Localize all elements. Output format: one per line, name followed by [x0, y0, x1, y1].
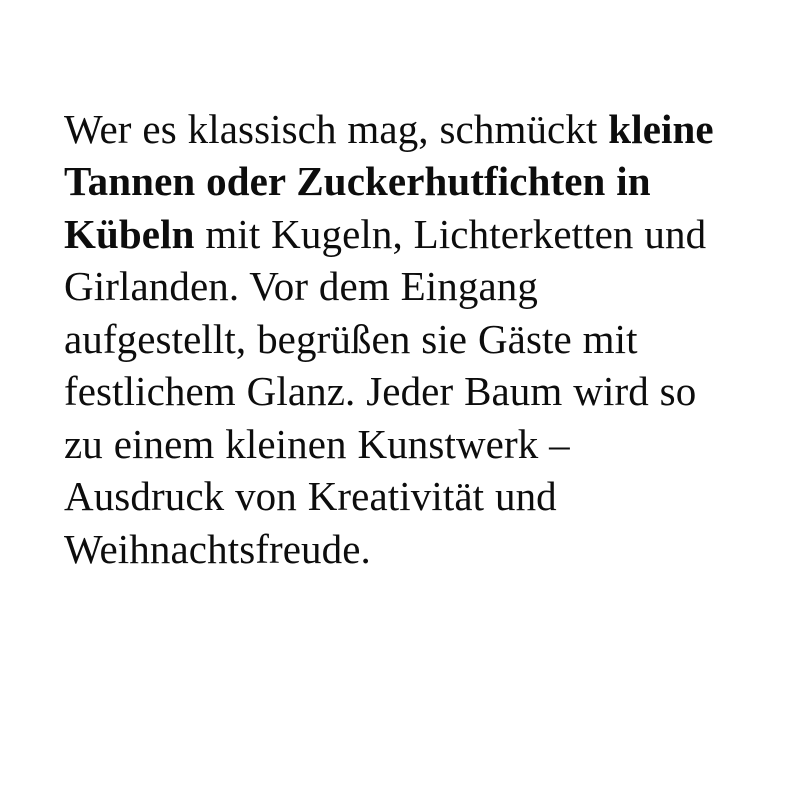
paragraph-segment-tail: mit Kugeln, Lichterketten und Girlanden. Vor dem Eingang aufgestellt, begrüßen sie Gäste mit festlichem Glanz. Jeder Baum wird so zu einem kleinen Kunstwerk – Ausdruck von Kreativität und Weihnachtsfreude. — [64, 210, 707, 572]
paragraph-segment-bold: kleine Tannen oder Zuckerhutfichten in Kübeln — [64, 106, 714, 257]
body-paragraph — [64, 103, 719, 575]
paragraph-segment-lead: Wer es klassisch mag, schmückt — [64, 106, 609, 152]
